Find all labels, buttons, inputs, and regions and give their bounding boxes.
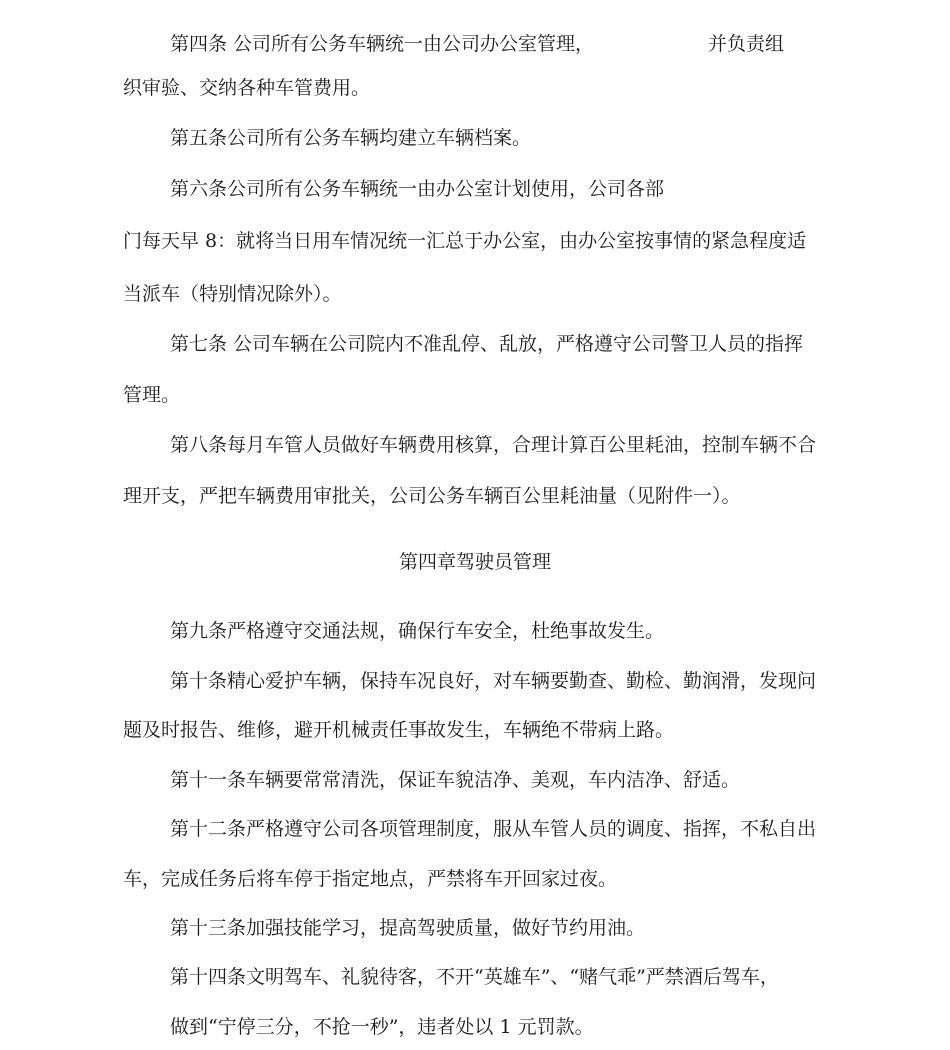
article-12-line-2: 车，完成任务后将车停于指定地点，严禁将车开回家过夜。 bbox=[123, 868, 618, 890]
article-4-line-1a: 第四条 公司所有公务车辆统一由公司办公室管理， bbox=[170, 33, 595, 55]
article-9: 第九条严格遵守交通法规，确保行车安全，杜绝事故发生。 bbox=[170, 620, 665, 642]
article-7-line-2: 管理。 bbox=[123, 384, 181, 406]
article-11: 第十一条车辆要常常清洗，保证车貌洁净、美观，车内洁净、舒适。 bbox=[170, 769, 741, 791]
article-14-line-1: 第十四条文明驾车、礼貌待客，不开“英雄车”、“赌气乖”严禁酒后驾车， bbox=[170, 966, 779, 988]
article-13: 第十三条加强技能学习，提高驾驶质量，做好节约用油。 bbox=[170, 917, 646, 939]
article-6-line-3: 当派车（特别情况除外）。 bbox=[123, 283, 342, 305]
article-6-line-1: 第六条公司所有公务车辆统一由办公室计划使用，公司各部 bbox=[170, 178, 665, 200]
article-8-line-1: 第八条每月车管人员做好车辆费用核算，合理计算百公里耗油，控制车辆不合 bbox=[170, 434, 817, 456]
chapter-4-heading: 第四章驾驶员管理 bbox=[398, 551, 551, 573]
article-4-line-1b: 并负责组 bbox=[708, 33, 785, 55]
article-10-line-2: 题及时报告、维修，避开机械责任事故发生，车辆绝不带病上路。 bbox=[123, 719, 675, 741]
article-5: 第五条公司所有公务车辆均建立车辆档案。 bbox=[170, 127, 532, 149]
article-4-line-2: 织审验、交纳各种车管费用。 bbox=[123, 77, 371, 99]
article-8-line-2: 理开支，严把车辆费用审批关，公司公务车辆百公里耗油量（见附件一）。 bbox=[123, 485, 741, 507]
article-10-line-1: 第十条精心爱护车辆，保持车况良好，对车辆要勤查、勤检、勤润滑，发现问 bbox=[170, 670, 817, 692]
article-12-line-1: 第十二条严格遵守公司各项管理制度，服从车管人员的调度、指挥，不私自出 bbox=[170, 818, 817, 840]
article-6-line-2: 门每天早 8：就将当日用车情况统一汇总于办公室，由办公室按事情的紧急程度适 bbox=[123, 230, 807, 252]
article-14-line-2: 做到“宁停三分，不抢一秒”，违者处以 1 元罚款。 bbox=[170, 1016, 594, 1038]
article-7-line-1: 第七条 公司车辆在公司院内不准乱停、乱放，严格遵守公司警卫人员的指挥 bbox=[170, 333, 804, 355]
